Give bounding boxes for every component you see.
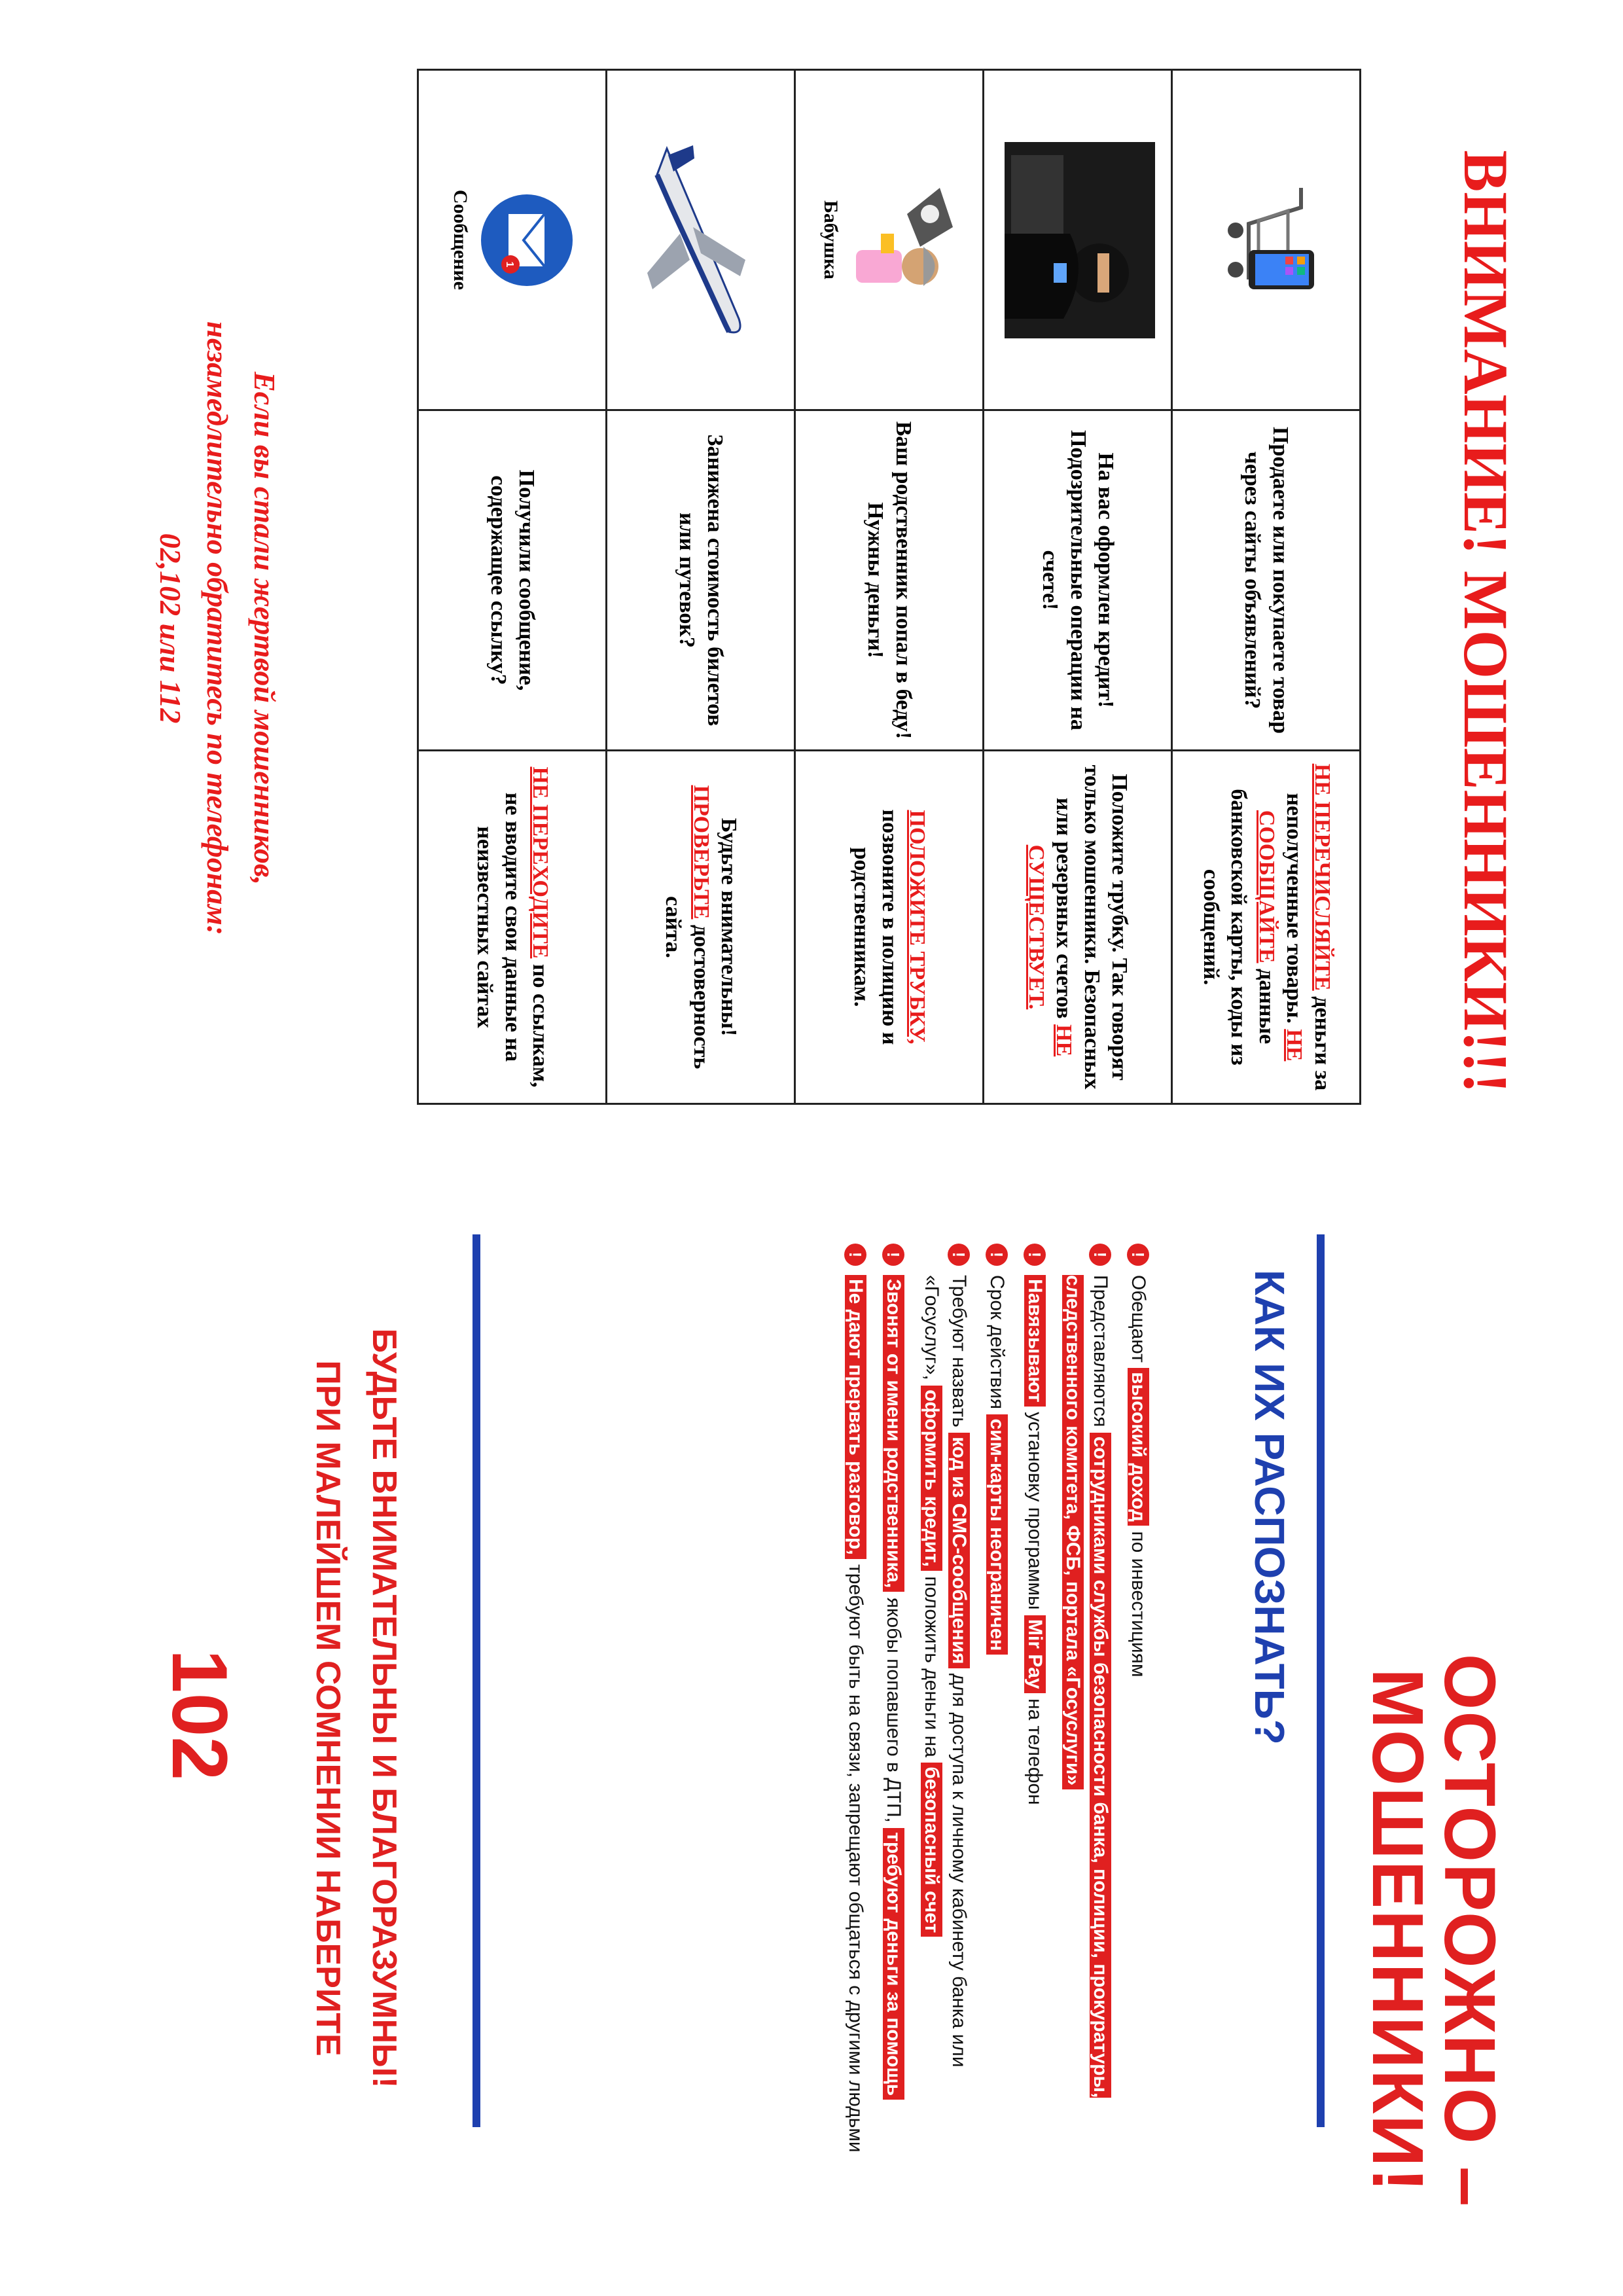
footer-line: Если вы стали жертвой мошенников, [248, 372, 281, 885]
message-envelope-icon [478, 191, 576, 289]
bottom-warning: БУДЬТЕ ВНИМАТЕЛЬНЫ И БЛАГОРАЗУМНЫ! ПРИ МАЛЕЙШЕМ СОМНЕНИИ НАБЕРИТЕ [309, 1328, 403, 2089]
list-item: ! Представляются сотрудниками службы безопасности банка, полиции, прокуратуры, следственного комитета, ФСБ, портала «Госуслуги» [1059, 1244, 1114, 2160]
fraud-table [417, 69, 1361, 1105]
tips-list [563, 1244, 1152, 2160]
top-footer [65, 223, 288, 1034]
table-row [418, 70, 607, 1104]
row-advice: Положите трубку. Так говорят только мошенники. Безопасных или резервных счетов НЕ СУЩЕСТВУЕТ. [984, 751, 1172, 1104]
exclamation-icon: ! [882, 1244, 904, 1266]
row-situation: Продаете или покупаете товар через сайты объявлений? [1172, 410, 1361, 751]
exclamation-icon: ! [1024, 1244, 1046, 1266]
footer-phones: 02,102 или 112 [154, 533, 187, 724]
list-item: ! Навязывают установку программы Mir Pay на телефон [1021, 1244, 1048, 2160]
exclamation-icon: ! [1127, 1244, 1149, 1266]
list-item: ! Не дают прервать разговор, требуют быть на связи, запрещают общаться с другими людьми [842, 1244, 869, 2160]
list-item: ! Требуют назвать код из СМС-сообщения для доступа к личному кабинету банка или «Госуслуг», оформить кредит, положить деньги на безопасный счет [918, 1244, 972, 2160]
emergency-number: 102 [156, 1649, 243, 1781]
row-image-cell [1172, 70, 1361, 410]
exclamation-icon: ! [1089, 1244, 1111, 1266]
table-row [984, 70, 1172, 1104]
exclamation-icon: ! [986, 1244, 1008, 1266]
divider-line [1317, 1234, 1325, 2127]
row-image-cell [795, 70, 984, 410]
row-situation: Получили сообщение, содержащее ссылку? [418, 410, 607, 751]
footer-line: незамедлительно обратитесь по телефонам: [201, 321, 234, 936]
svg-text:1: 1 [504, 261, 516, 267]
exclamation-icon: ! [844, 1244, 866, 1266]
list-item: ! Звонят от имени родственника, якобы попавшего в ДТП, требуют деньги за помощь [880, 1244, 907, 2160]
row-image-cell [418, 70, 607, 410]
bottom-title: ОСТОРОЖНО – МОШЕННИКИ! [1357, 1653, 1510, 2208]
row-image-label: Бабушка [820, 200, 842, 279]
row-advice: ПОЛОЖИТЕ ТРУБКУ, позвоните в полицию и родственникам. [795, 751, 984, 1104]
bottom-subtitle: КАК ИХ РАСПОЗНАТЬ? [1246, 1270, 1293, 1745]
row-situation: Ваш родственник попал в беду! Нужны деньги! [795, 410, 984, 751]
row-situation: На вас оформлен кредит! Подозрительные операции на счете! [984, 410, 1172, 751]
row-advice: НЕ ПЕРЕХОДИТЕ по ссылкам, не вводите свои данные на неизвестных сайтах [418, 751, 607, 1104]
list-item: ! Срок действия сим-карты неограничен [983, 1244, 1010, 2160]
row-advice: Будьте внимательны! ПРОВЕРЬТЕ достоверность сайта. [607, 751, 795, 1104]
top-title: ВНИМАНИЕ! МОШЕННИКИ!!! [1451, 150, 1521, 1094]
row-image-cell [984, 70, 1172, 410]
row-image-label: Сообщение [450, 189, 472, 291]
row-situation: Занижена стоимость билетов или путевок? [607, 410, 795, 751]
list-item: ! Обещают высокий доход по инвестициям [1124, 1244, 1152, 2160]
grandmother-icon [848, 175, 959, 306]
shopping-cart-phone-icon [1210, 175, 1328, 306]
row-advice: НЕ ПЕРЕЧИСЛЯЙТЕ деньги за неполученные товары. НЕ СООБЩАЙТЕ данные банковской карты, коды из сообщений. [1172, 751, 1361, 1104]
hacker-at-laptop-icon [1005, 142, 1156, 338]
table-row [795, 70, 984, 1104]
table-row [607, 70, 795, 1104]
airplane-icon [641, 135, 766, 345]
row-image-cell [607, 70, 795, 410]
exclamation-icon: ! [948, 1244, 970, 1266]
divider-line [473, 1234, 480, 2127]
table-row [1172, 70, 1361, 1104]
